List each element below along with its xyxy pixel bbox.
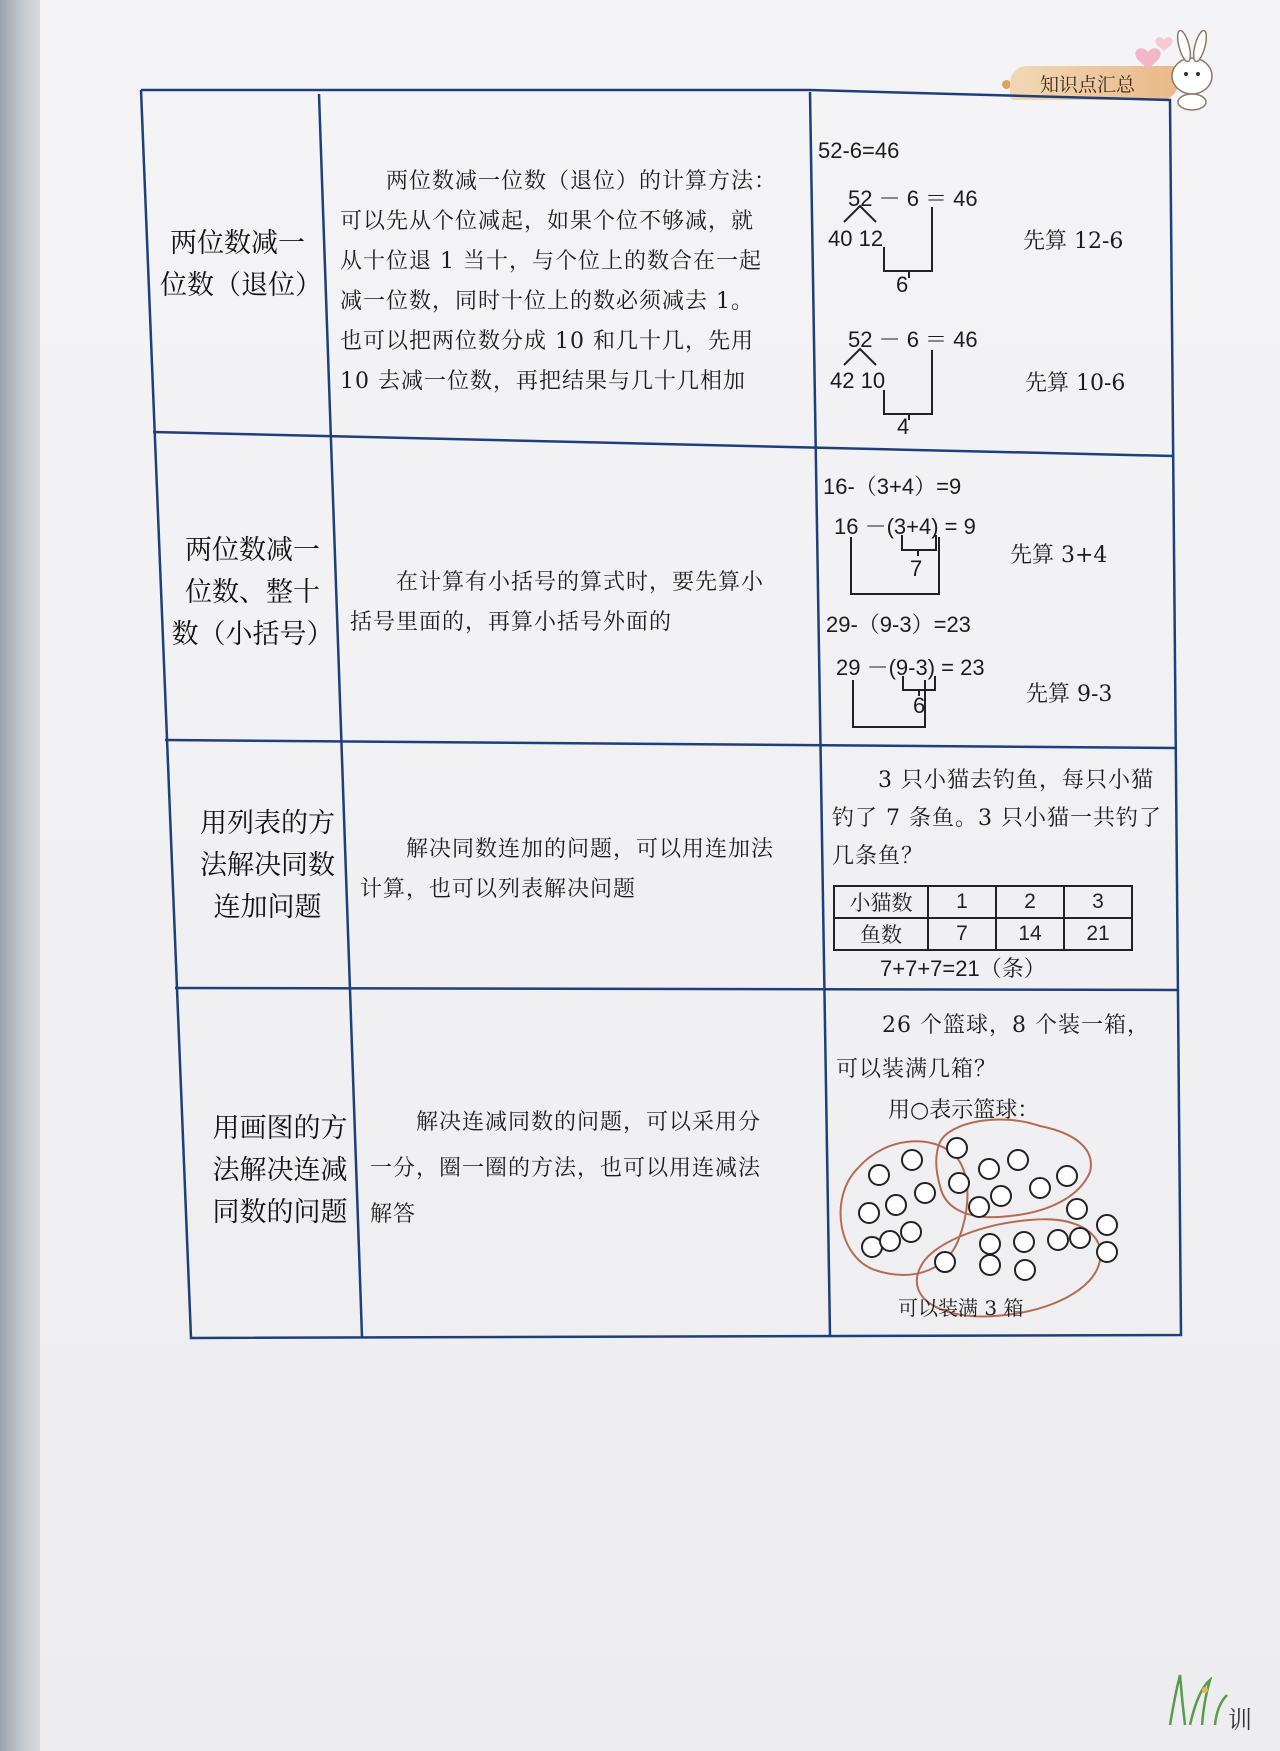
row1-method1-split: 40 12 <box>828 226 884 251</box>
fish-table <box>833 885 1133 951</box>
row2-expr2: 29 －(9-3) = 23 <box>836 655 985 680</box>
row2-eq2: 29-（9-3）=23 <box>826 612 971 637</box>
row1-method2-result: 4 <box>897 414 910 439</box>
row1-description: 两位数减一位数（退位）的计算方法： 可以先从个位减起，如果个位不够减，就 从十位退 1 当十，与个位上的数合在一起 减一位数，同时十位上的数必须减去 1。 也可以把两位数分成 10 和几十几，先用 10 去减一位数，再把结果与几十几相加 <box>340 169 778 394</box>
row4-topic: 用画图的方 法解决连减 同数的问题 <box>212 1113 348 1228</box>
row2-eq1: 16-（3+4）=9 <box>823 474 962 499</box>
row2-description: 在计算有小括号的算式时，要先算小 括号里面的，再算小括号外面的 <box>350 570 765 635</box>
table-row: 小猫数 1 2 3 <box>834 886 1132 918</box>
row4-description: 解决连减同数的问题，可以采用分 一分，圈一圈的方法，也可以用连减法 解答 <box>370 1110 762 1227</box>
table-row: 鱼数 7 14 21 <box>834 918 1132 950</box>
row1-method1-expr: 52 － 6 ＝ 46 <box>848 186 978 211</box>
row4-answer: 可以装满 3 箱 <box>898 1296 1024 1320</box>
row1-method1-note: 先算 12-6 <box>1023 229 1124 254</box>
row2-expr1: 16 －(3+4) = 9 <box>834 514 976 539</box>
row3-answer: 7+7+7=21（条） <box>880 956 1046 981</box>
row1-method2-note: 先算 10-6 <box>1025 371 1126 396</box>
row1-method1-result: 6 <box>896 272 909 297</box>
row1-method2-expr: 52 － 6 ＝ 46 <box>848 327 978 352</box>
row3-problem: 3 只小猫去钓鱼，每只小猫 钓了 7 条鱼。3 只小猫一共钓了 几条鱼？ <box>832 768 1162 869</box>
row3-description: 解决同数连加的问题，可以用连加法 计算，也可以列表解决问题 <box>360 837 775 902</box>
row2-note2: 先算 9-3 <box>1026 682 1113 707</box>
row4-problem: 26 个篮球，8 个装一箱， 可以装满几箱？ <box>836 1013 1150 1082</box>
row4-hint: 用○表示篮球： <box>888 1098 1040 1123</box>
row1-topic: 两位数减一 位数（退位） <box>160 228 322 301</box>
row3-topic: 用列表的方 法解决同数 连加问题 <box>200 808 335 923</box>
page-corner-text: 训 <box>1228 1706 1252 1734</box>
row1-method2-split: 42 10 <box>830 368 886 393</box>
basketball-circles <box>859 1138 1117 1280</box>
row2-note1: 先算 3+4 <box>1010 543 1108 568</box>
header-title: 知识点汇总 <box>1040 74 1136 96</box>
row2-res2: 6 <box>913 693 926 718</box>
row2-topic: 两位数减一 位数、整十 数（小括号） <box>171 535 334 650</box>
row1-equation: 52-6=46 <box>818 138 900 163</box>
row2-res1: 7 <box>910 556 923 581</box>
